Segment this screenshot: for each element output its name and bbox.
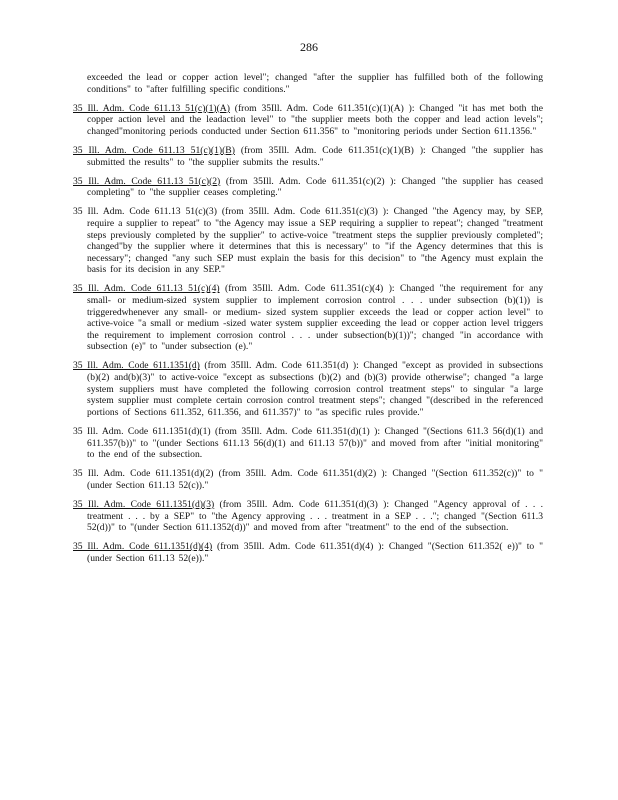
citation: 35 Ill. Adm. Code 611.13 51(c)(2) bbox=[73, 175, 221, 187]
paragraph-entry bbox=[73, 145, 543, 168]
citation: 35 Ill. Adm. Code 611.13 51(c)(1)(B) bbox=[73, 144, 235, 156]
citation: 35 Ill. Adm. Code 611.1351(d)(4) bbox=[73, 541, 213, 553]
citation: 35 Ill. Adm. Code 611.1351(d)(3) bbox=[73, 498, 215, 510]
paragraph-text: (from 35Ill. Adm. Code 611.351(c)(1)(A) ): Changed "it has met both the copper action level and the leadaction level" to "the supplier meets both the copper and lead action levels"; changed"monitoring periods conducted under Section 611.356" to "monitoring periods under Section 611.1356." bbox=[87, 102, 543, 137]
document-body bbox=[73, 72, 543, 572]
paragraph-entry bbox=[73, 360, 543, 418]
paragraph-text: exceeded the lead or copper action level"; changed "after the supplier has fulfilled both of the following conditions" to "after fulfilling specific conditions." bbox=[87, 72, 543, 95]
paragraph-text: (from 35Ill. Adm. Code 611.351(c)(2) ): Changed "the supplier has ceased completing" to "the supplier ceases completing." bbox=[87, 175, 543, 199]
citation: 35 Ill. Adm. Code 611.13 51(c)(1)(A) bbox=[73, 102, 230, 114]
page-number: 286 bbox=[300, 40, 318, 54]
paragraph-entry bbox=[73, 103, 543, 138]
paragraph-entry bbox=[73, 468, 543, 491]
paragraph-text: 35 Ill. Adm. Code 611.13 51(c)(3) (from 35Ill. Adm. Code 611.351(c)(3) ): Changed "the Agency may, by SEP, require a supplier to repeat" to "the Agency may issue a SEP requiring a supplier to repeat"; changed "treatment steps previously completed by the supplier" to active-voice "treatment steps the supplier previously completed"; changed"by the supplier where it determines that this is necessary" to "if the Agency determines that this is necessary"; changed "any such SEP must explain the basis for this decision" to "the Agency must explain the basis for its decision in any SEP." bbox=[73, 206, 543, 276]
paragraph-entry bbox=[73, 283, 543, 353]
paragraph-text: (from 35Ill. Adm. Code 611.351(d)(4) ): Changed "(Section 611.352( e))" to "(under Section 611.13 52(e))." bbox=[87, 541, 543, 564]
paragraph-text: 35 Ill. Adm. Code 611.1351(d)(1) (from 35Ill. Adm. Code 611.351(d)(1) ): Changed "(Sections 611.3 56(d)(1) and 611.357(b))" to "(under Sections 611.13 56(d)(1) and 611.13 57(b))" and moved from after "initial monitoring" to the end of the subsection. bbox=[73, 425, 543, 461]
paragraph-entry bbox=[73, 426, 543, 461]
paragraph-text: (from 35Ill. Adm. Code 611.351(c)(4) ): Changed "the requirement for any small- or medium-sized system supplier to implement corrosion control . . . under subsection (b)(1)) is triggeredwhenever any small- or medium- sized system supplier exceeds the lead or copper action level" to active-voice "a small or medium -sized water system supplier exceeding the lead or copper action level triggers the requirement to implement corrosion control . . . under subsection(b)(1))"; changed "in accordance with subsection (e)" to "under subsection (e)." bbox=[87, 283, 543, 353]
paragraph-entry bbox=[73, 541, 543, 564]
paragraph-text: 35 Ill. Adm. Code 611.1351(d)(2) (from 35Ill. Adm. Code 611.351(d)(2) ): Changed "(Section 611.352(c))" to "(under Section 611.13 52(c))." bbox=[73, 468, 543, 491]
citation: 35 Ill. Adm. Code 611.1351(d) bbox=[73, 360, 200, 372]
paragraph-entry bbox=[73, 499, 543, 534]
citation: 35 Ill. Adm. Code 611.13 51(c)(4) bbox=[73, 283, 220, 295]
paragraph-text: (from 35Ill. Adm. Code 611.351(d)(3) ): Changed "Agency approval of . . . treatment . . . by a SEP" to "the Agency approving . . . treatment in a SEP . . ."; changed "(Section 611.3 52(d))" to "(under Section 611.1352(d))" and moved from after "treatment" to the end of the subsection. bbox=[87, 498, 543, 534]
paragraph-entry bbox=[73, 176, 543, 199]
paragraph-entry bbox=[73, 206, 543, 276]
paragraph-text: (from 35Ill. Adm. Code 611.351(c)(1)(B) ): Changed "the supplier has submitted the results" to "the supplier submits the results." bbox=[87, 144, 543, 168]
paragraph-continuation bbox=[73, 72, 543, 95]
paragraph-text: (from 35Ill. Adm. Code 611.351(d) ): Changed "except as provided in subsections (b)(2) and(b)(3)" to active-voice "except as subsections (b)(2) and (b)(3) provide otherwise"; changed "a large system suppliers must have completed the following corrosion control treatment steps" to singular "a large system supplier must complete certain corrosion control treatment steps"; changed "(described in the referenced portions of Sections 611.352, 611.356, and 611.357)" to "as specific rules provide." bbox=[87, 360, 543, 418]
